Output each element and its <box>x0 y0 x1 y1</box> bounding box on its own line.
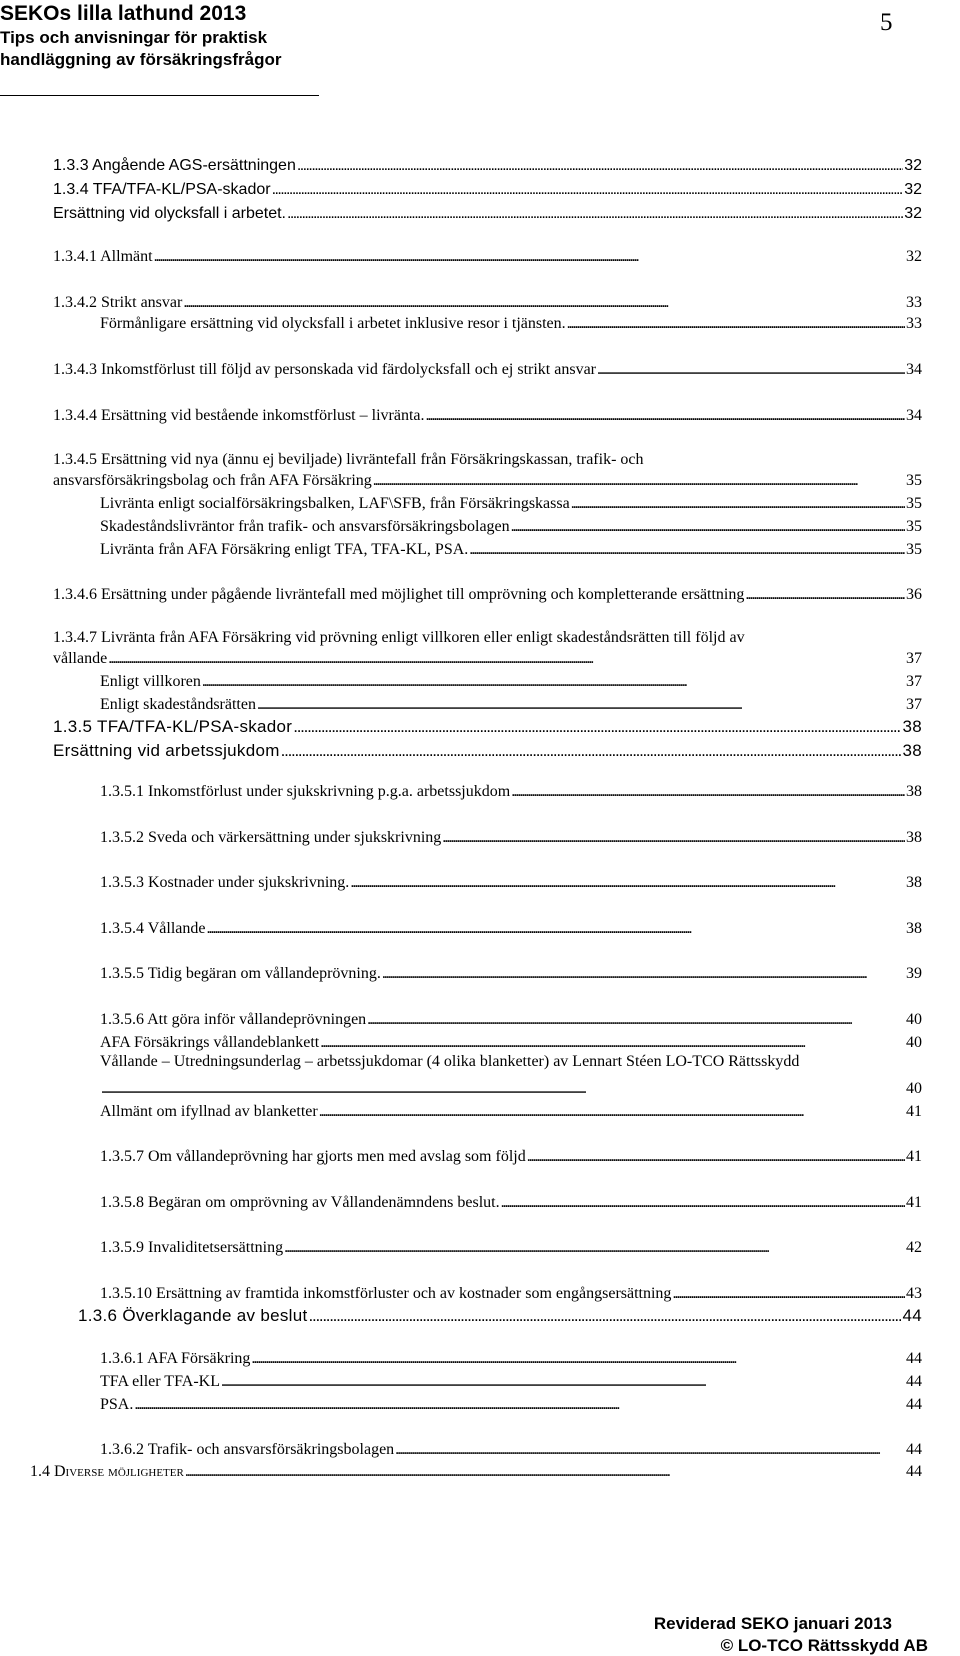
toc-entry-title: Skadeståndslivräntor från trafik- och ansvarsförsäkringsbolagen <box>100 518 510 535</box>
toc-entry[interactable] <box>100 915 922 939</box>
toc-entry-title: 1.3.6.2 Trafik- och ansvarsförsäkringsbolagen <box>100 1441 395 1458</box>
toc-entry-title: 1.3.6 Överklagande av beslut <box>78 1306 308 1325</box>
toc-entry-page: 42 <box>906 1239 922 1256</box>
toc-entry-page: 44 <box>906 1373 922 1390</box>
toc-leader <box>202 672 905 692</box>
toc-leader <box>272 180 904 200</box>
toc-entry-page: 44 <box>906 1396 922 1413</box>
toc-entry-title-line1: 1.3.4.5 Ersättning vid nya (ännu ej beviljade) livräntefall från Försäkringskassan, trafik- och <box>53 451 644 468</box>
toc-entry[interactable] <box>78 1302 922 1326</box>
toc-entry[interactable] <box>30 1458 922 1482</box>
toc-entry-page: 44 <box>906 1463 922 1480</box>
toc-entry[interactable] <box>53 737 922 761</box>
toc-entry-page: 39 <box>906 965 922 982</box>
toc-entry-page: 37 <box>906 650 922 667</box>
toc-entry-page: 41 <box>906 1148 922 1165</box>
toc-entry[interactable] <box>53 200 922 224</box>
toc-entry[interactable] <box>100 778 922 802</box>
toc-entry-title: Ersättning vid arbetssjukdom <box>53 741 280 760</box>
toc-entry-page: 35 <box>906 472 922 489</box>
toc-leader <box>134 1395 905 1415</box>
toc-entry-title-line1: Vållande – Utredningsunderlag – arbetssjukdomar (4 olika blanketter) av Lennart Stéen LO-TCO Rättsskydd <box>100 1053 800 1070</box>
toc-entry[interactable] <box>100 490 922 514</box>
toc-entry[interactable] <box>53 402 922 426</box>
toc-leader <box>597 360 905 380</box>
toc-leader <box>320 1033 905 1053</box>
toc-leader <box>257 695 905 715</box>
toc-leader <box>426 406 906 426</box>
toc-entry[interactable] <box>100 1436 922 1460</box>
toc-leader <box>469 540 905 560</box>
toc-entry-title: 1.3.5.10 Ersättning av framtida inkomstförluster och av kostnader som engångsersättning <box>100 1285 672 1302</box>
toc-entry-page: 44 <box>906 1350 922 1367</box>
toc-entry-page: 38 <box>902 717 922 736</box>
toc-entry[interactable] <box>100 869 922 893</box>
toc-entry-title: vållande <box>53 650 108 667</box>
toc-entry-title: 1.3.5.4 Vållande <box>100 920 206 937</box>
toc-entry[interactable] <box>53 356 922 380</box>
toc-entry-title: 1.3.5.3 Kostnader under sjukskrivning. <box>100 874 350 891</box>
toc-entry-title: Allmänt om ifyllnad av blanketter <box>100 1103 318 1120</box>
toc-entry-title: PSA. <box>100 1396 134 1413</box>
toc-entry-title: 1.3.5.6 Att göra inför vållandeprövningen <box>100 1011 367 1028</box>
toc-entry[interactable] <box>100 1006 922 1030</box>
toc-entry-page: 40 <box>906 1011 922 1028</box>
toc-leader <box>251 1349 905 1369</box>
toc-leader <box>154 247 905 267</box>
toc-leader <box>511 517 905 537</box>
toc-entry-title: 1.3.4 TFA/TFA-KL/PSA-skador <box>53 181 271 198</box>
toc-entry[interactable] <box>100 824 922 848</box>
toc-entry-page: 34 <box>906 407 922 424</box>
toc-entry-page: 38 <box>906 829 922 846</box>
toc-entry-page: 32 <box>904 181 922 198</box>
toc-leader <box>350 873 905 893</box>
toc-entry-title: Livränta från AFA Försäkring enligt TFA, TFA-KL, PSA. <box>100 541 469 558</box>
toc-entry-title: 1.3.4.6 Ersättning under pågående livräntefall med möjlighet till omprövning och kompletterande ersättning <box>53 586 745 603</box>
toc-entry-title: AFA Försäkrings vållandeblankett <box>100 1034 320 1051</box>
toc-entry-title-line1: 1.3.4.7 Livränta från AFA Försäkring vid prövning enligt villkoren eller enligt skadeståndsrätten till följd av <box>53 629 745 646</box>
toc-entry[interactable] <box>100 1234 922 1258</box>
toc-entry-page: 41 <box>906 1194 922 1211</box>
toc-leader <box>284 1238 905 1258</box>
toc-leader <box>185 1462 905 1482</box>
toc-entry[interactable] <box>100 1143 922 1167</box>
toc-entry-page: 36 <box>906 586 922 603</box>
toc-leader <box>567 314 905 334</box>
toc-leader <box>297 156 903 176</box>
toc-entry-title: TFA eller TFA-KL <box>100 1373 220 1390</box>
toc-entry-title: 1.3.5.1 Inkomstförlust under sjukskrivning p.g.a. arbetssjukdom <box>100 783 511 800</box>
toc-leader <box>221 1372 905 1392</box>
page-number: 5 <box>880 9 893 36</box>
toc-leader <box>382 964 905 984</box>
toc-entry[interactable] <box>100 310 922 334</box>
toc-leader <box>745 585 905 605</box>
toc-entry-page: 40 <box>906 1080 922 1097</box>
toc-entry-title: Enligt villkoren <box>100 673 201 690</box>
toc-entry-title: Enligt skadeståndsrätten <box>100 696 256 713</box>
toc-entry[interactable] <box>100 960 922 984</box>
toc-entry-page: 37 <box>906 696 922 713</box>
toc-entry[interactable] <box>100 691 922 715</box>
toc-entry[interactable] <box>100 513 922 537</box>
document-subtitle-line2: handläggning av försäkringsfrågor <box>0 50 282 69</box>
toc-entry-page: 34 <box>906 361 922 378</box>
toc-leader <box>287 204 903 224</box>
toc-entry[interactable] <box>53 152 922 176</box>
toc-entry[interactable] <box>100 1345 922 1369</box>
toc-entry-page: 33 <box>906 315 922 332</box>
toc-entry-title: Förmånligare ersättning vid olycksfall i arbetet inklusive resor i tjänsten. <box>100 315 566 332</box>
toc-entry-page: 41 <box>906 1103 922 1120</box>
toc-entry-page: 32 <box>906 248 922 265</box>
toc-entry-title: 1.3.5.9 Invaliditetsersättning <box>100 1239 284 1256</box>
toc-leader <box>511 782 905 802</box>
toc-entry[interactable] <box>100 1368 922 1392</box>
toc-leader <box>206 919 905 939</box>
toc-entry-title: 1.3.5.2 Sveda och värkersättning under sjukskrivning <box>100 829 442 846</box>
toc-entry-page: 37 <box>906 673 922 690</box>
toc-entry[interactable] <box>53 176 922 200</box>
toc-entry[interactable] <box>100 1098 922 1122</box>
toc-leader <box>571 494 905 514</box>
toc-entry-title: 1.3.5.8 Begäran om omprövning av Vållandenämndens beslut. <box>100 1194 500 1211</box>
toc-leader <box>367 1010 905 1030</box>
toc-entry-page: 38 <box>906 920 922 937</box>
toc-leader <box>373 471 905 491</box>
document-title: SEKOs lilla lathund 2013 <box>0 2 247 25</box>
toc-entry[interactable] <box>53 645 922 669</box>
toc-leader <box>293 717 901 737</box>
toc-entry[interactable] <box>100 1029 922 1053</box>
toc-entry-title: 1.3.4.2 Strikt ansvar <box>53 294 183 311</box>
toc-leader <box>442 828 905 848</box>
toc-entry[interactable] <box>100 1280 922 1304</box>
toc-leader <box>281 741 902 761</box>
toc-leader <box>108 649 905 669</box>
toc-entry-title: 1.3.6.1 AFA Försäkring <box>100 1350 251 1367</box>
toc-entry[interactable] <box>53 243 922 267</box>
toc-entry-title: Ersättning vid olycksfall i arbetet. <box>53 205 286 222</box>
toc-entry-title: 1.3.5.7 Om vållandeprövning har gjorts men med avslag som följd <box>100 1148 526 1165</box>
toc-entry-page: 35 <box>906 518 922 535</box>
toc-entry[interactable] <box>100 536 922 560</box>
toc-entry-title: 1.3.4.4 Ersättning vid bestående inkomstförlust – livränta. <box>53 407 425 424</box>
toc-entry-title: 1.3.5.5 Tidig begäran om vållandeprövning. <box>100 965 381 982</box>
toc-entry-page: 33 <box>906 294 922 311</box>
toc-entry[interactable] <box>53 467 922 491</box>
document-subtitle-line1: Tips och anvisningar för praktisk <box>0 28 268 47</box>
toc-entry[interactable] <box>100 1391 922 1415</box>
toc-entry-page: 35 <box>906 495 922 512</box>
toc-leader <box>527 1147 905 1167</box>
toc-entry[interactable] <box>100 1189 922 1213</box>
toc-entry-page: 38 <box>902 741 922 760</box>
toc-entry-title: 1.3.4.1 Allmänt <box>53 248 153 265</box>
toc-leader <box>395 1440 905 1460</box>
toc-leader <box>501 1193 905 1213</box>
toc-entry-page: 38 <box>906 783 922 800</box>
toc-entry-title: 1.3.4.3 Inkomstförlust till följd av personskada vid färdolycksfall och ej strikt ansvar <box>53 361 596 378</box>
toc-entry-page: 43 <box>906 1285 922 1302</box>
toc-entry-page: 32 <box>904 205 922 222</box>
toc-entry-title: 1.3.3 Angående AGS-ersättningen <box>53 157 296 174</box>
toc-entry-page: 38 <box>906 874 922 891</box>
toc-entry-page: 35 <box>906 541 922 558</box>
toc-entry[interactable] <box>100 668 922 692</box>
toc-leader <box>309 1306 902 1326</box>
toc-entry[interactable] <box>53 581 922 605</box>
toc-leader <box>319 1102 905 1122</box>
toc-entry-page: 40 <box>906 1034 922 1051</box>
toc-entry-title: 1.3.5 TFA/TFA-KL/PSA-skador <box>53 717 293 736</box>
toc-entry-page: 32 <box>904 157 922 174</box>
footer-revision: Reviderad SEKO januari 2013 <box>653 1614 892 1633</box>
toc-entry-title: ansvarsförsäkringsbolag och från AFA Försäkring <box>53 472 372 489</box>
footer-copyright: © LO-TCO Rättsskydd AB <box>720 1636 928 1655</box>
toc-entry-page: 44 <box>906 1441 922 1458</box>
toc-leader <box>672 1284 905 1304</box>
toc-entry-title: 1.4 Diverse möjligheter <box>30 1463 184 1480</box>
toc-entry-page: 44 <box>902 1306 922 1325</box>
toc-entry[interactable] <box>53 713 922 737</box>
toc-entry[interactable] <box>100 1075 922 1099</box>
toc-entry-title: Livränta enligt socialförsäkringsbalken, LAF\SFB, från Försäkringskassa <box>100 495 570 512</box>
toc-leader <box>101 1079 905 1099</box>
